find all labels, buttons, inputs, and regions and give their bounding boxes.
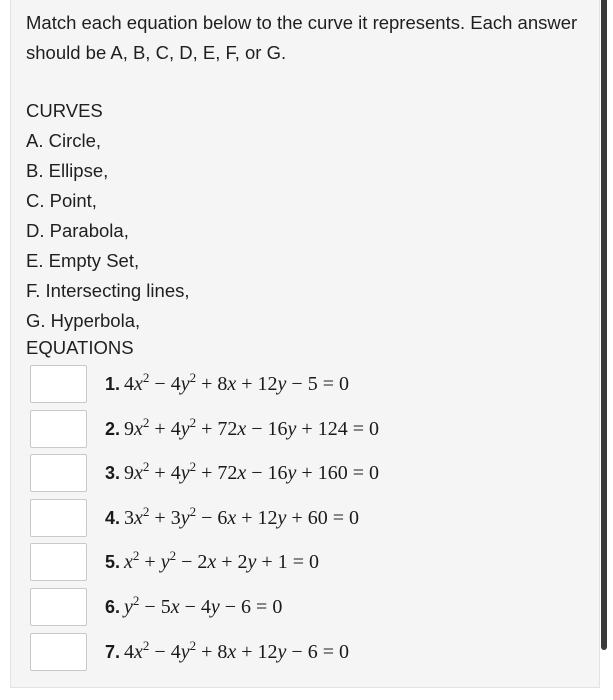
equation-5 bbox=[105, 540, 319, 584]
equation-number-3: 3. bbox=[105, 463, 121, 484]
equation-row-7 bbox=[30, 630, 590, 675]
answer-input-1[interactable] bbox=[30, 365, 87, 403]
equation-row-2 bbox=[30, 407, 590, 452]
answer-input-6[interactable] bbox=[30, 588, 87, 626]
equation-math-6: $y^2 - 5x - 4y - 6 = 0$ bbox=[124, 592, 283, 618]
equation-number-4: 4. bbox=[105, 507, 121, 528]
equation-1 bbox=[105, 362, 349, 406]
equation-number-2: 2. bbox=[105, 418, 121, 439]
curve-option-e: E. Empty Set, bbox=[26, 250, 140, 271]
equation-math-3: $9x^2 + 4y^2 + 72x - 16y + 160 = 0$ bbox=[124, 459, 379, 485]
equation-math-5: $x^2 + y^2 - 2x + 2y + 1 = 0$ bbox=[124, 548, 319, 574]
question-prompt: Match each equation below to the curve it represents. Each answer should be A, B, C, D, E, F, or G. bbox=[26, 12, 578, 63]
equation-row-1 bbox=[30, 362, 590, 407]
equation-6 bbox=[105, 585, 282, 629]
curve-option-a: A. Circle, bbox=[26, 130, 102, 151]
equation-row-3 bbox=[30, 451, 590, 496]
equation-math-4: $3x^2 + 3y^2 - 6x + 12y + 60 = 0$ bbox=[124, 503, 359, 529]
equation-4 bbox=[105, 496, 359, 540]
equations-heading: EQUATIONS bbox=[26, 337, 134, 358]
curve-option-b: B. Ellipse, bbox=[26, 160, 109, 181]
answer-input-7[interactable] bbox=[30, 633, 87, 671]
equation-number-7: 7. bbox=[105, 641, 121, 662]
curve-option-f: F. Intersecting lines, bbox=[26, 280, 190, 301]
equation-math-7: $4x^2 - 4y^2 + 8x + 12y - 6 = 0$ bbox=[124, 637, 349, 663]
answer-input-2[interactable] bbox=[30, 410, 87, 448]
equation-number-1: 1. bbox=[105, 374, 121, 394]
curve-option-c: C. Point, bbox=[26, 190, 97, 211]
curves-heading: CURVES bbox=[26, 100, 103, 121]
curve-list bbox=[26, 126, 190, 336]
answer-input-5[interactable] bbox=[30, 543, 87, 581]
equation-3 bbox=[105, 451, 379, 495]
equation-math-1: $4x^2 - 4y^2 + 8x + 12y - 5 = 0$ bbox=[124, 370, 349, 395]
equation-2 bbox=[105, 407, 379, 451]
scrollbar[interactable] bbox=[601, 0, 607, 650]
equation-7 bbox=[105, 630, 349, 674]
equation-row-6 bbox=[30, 585, 590, 630]
answer-input-4[interactable] bbox=[30, 499, 87, 537]
equation-number-5: 5. bbox=[105, 552, 121, 573]
equation-row-4 bbox=[30, 496, 590, 541]
equation-list bbox=[30, 362, 590, 674]
answer-input-3[interactable] bbox=[30, 454, 87, 492]
curve-option-d: D. Parabola, bbox=[26, 220, 129, 241]
equation-row-5 bbox=[30, 540, 590, 585]
question-card bbox=[10, 0, 600, 688]
equation-math-2: $9x^2 + 4y^2 + 72x - 16y + 124 = 0$ bbox=[124, 414, 379, 440]
equation-number-6: 6. bbox=[105, 596, 121, 617]
curve-option-g: G. Hyperbola, bbox=[26, 310, 141, 331]
